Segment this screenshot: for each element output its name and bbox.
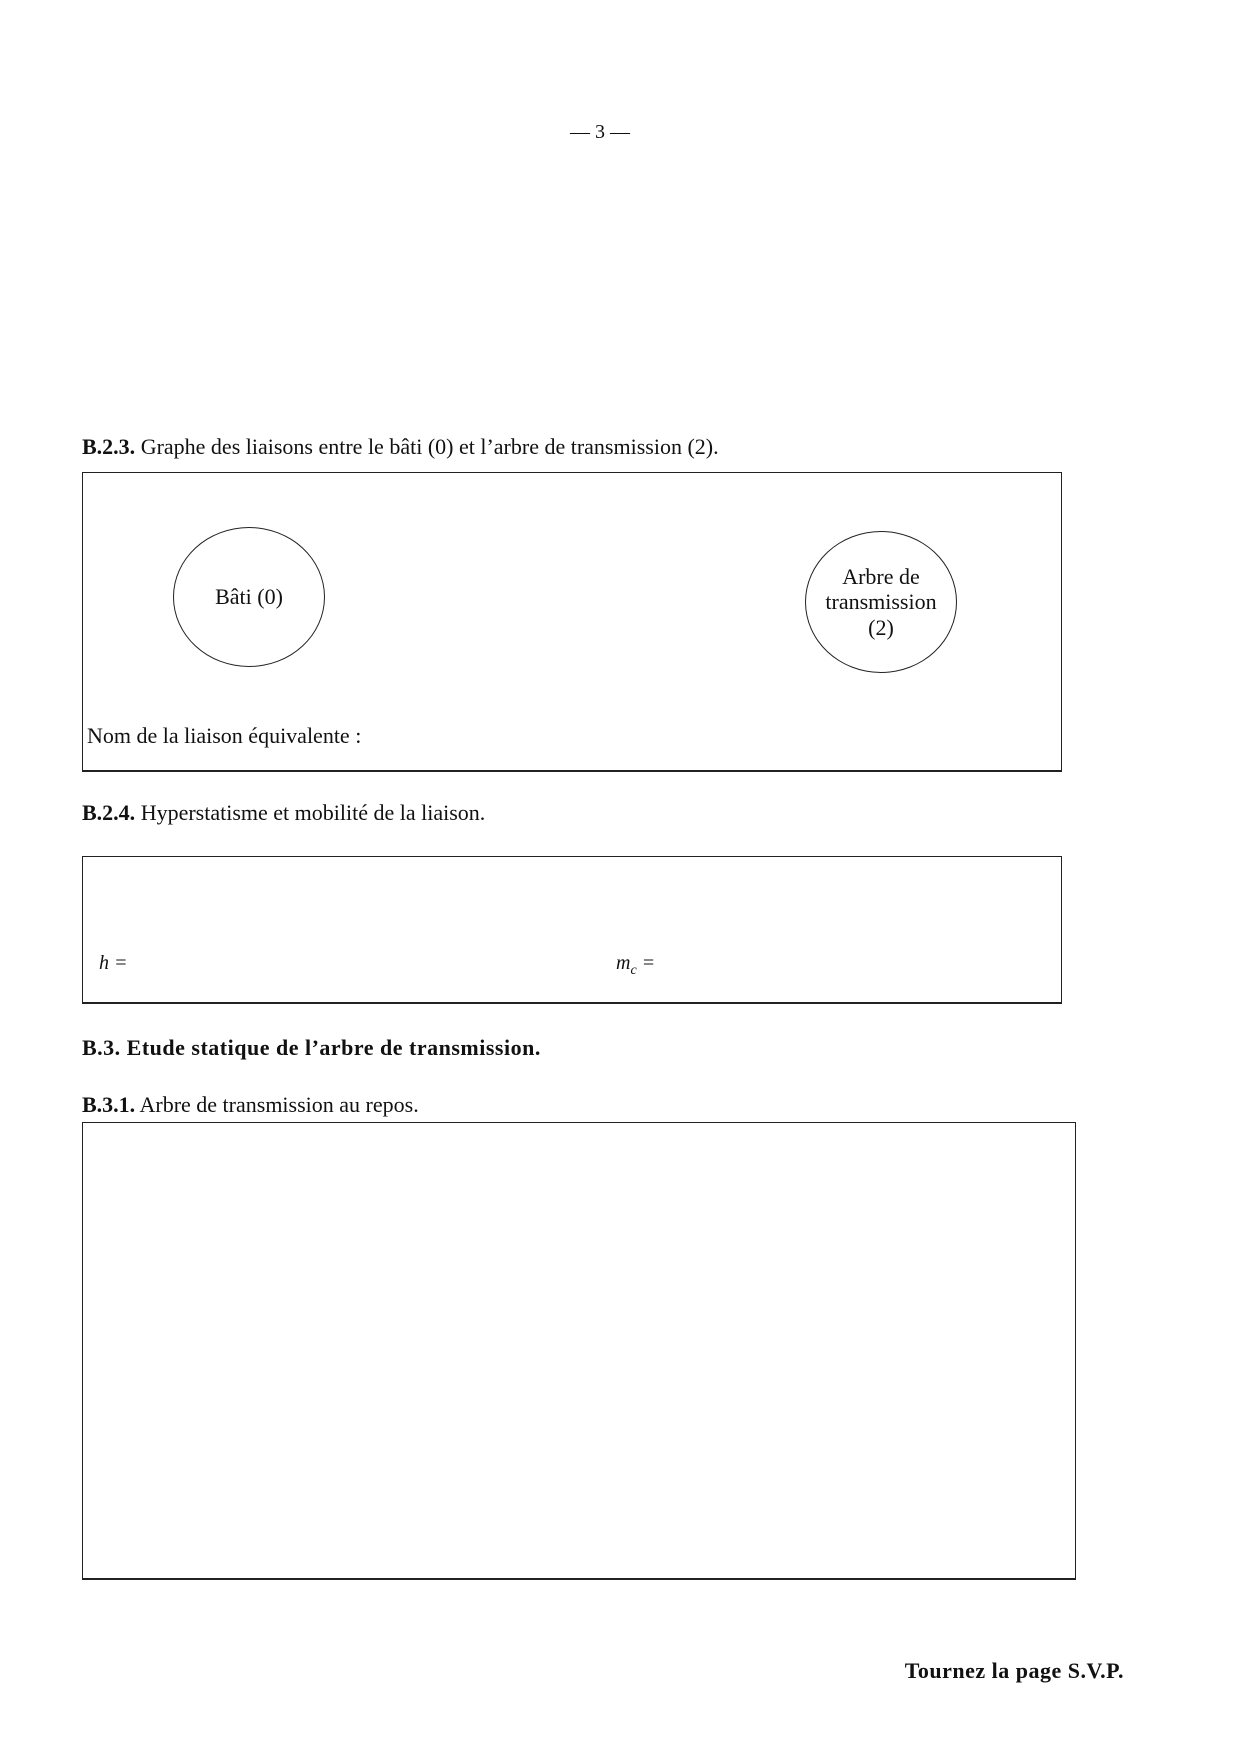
- section-title: Hyperstatisme et mobilité de la liaison.: [140, 800, 486, 825]
- page-number: — 3 —: [570, 121, 630, 143]
- section-b3-heading: B.3. Etude statique de l’arbre de transmission.: [82, 1035, 541, 1060]
- node-arbre-line: transmission: [825, 589, 937, 615]
- mc-subscript: c: [630, 963, 637, 978]
- hyperstatism-box[interactable]: [82, 856, 1062, 1004]
- section-b223-heading: [82, 436, 719, 458]
- liaison-graph-box[interactable]: [82, 472, 1062, 772]
- node-arbre-label: [825, 564, 936, 640]
- section-number: B.2.4.: [82, 800, 136, 825]
- mc-symbol: m: [616, 952, 631, 974]
- shaft-at-rest-box[interactable]: [82, 1122, 1076, 1580]
- footer-turn-page: Tournez la page S.V.P.: [904, 1658, 1124, 1683]
- node-bati: [173, 527, 325, 667]
- h-label: h =: [99, 952, 128, 974]
- node-arbre: [805, 531, 957, 673]
- section-b224-heading: [82, 802, 485, 824]
- section-title: Graphe des liaisons entre le bâti (0) et l’arbre de transmission (2).: [140, 434, 719, 459]
- node-arbre-line: Arbre de: [842, 564, 920, 590]
- node-arbre-line: (2): [868, 614, 894, 640]
- mc-equals: =: [636, 952, 656, 974]
- section-number: B.3.1.: [82, 1092, 136, 1117]
- equivalent-link-label: Nom de la liaison équivalente :: [87, 723, 362, 748]
- section-b331-heading: [82, 1094, 419, 1116]
- section-number: B.2.3.: [82, 434, 136, 459]
- node-bati-label: Bâti (0): [215, 584, 283, 610]
- section-title: Arbre de transmission au repos.: [139, 1092, 419, 1117]
- mc-label: [616, 953, 655, 978]
